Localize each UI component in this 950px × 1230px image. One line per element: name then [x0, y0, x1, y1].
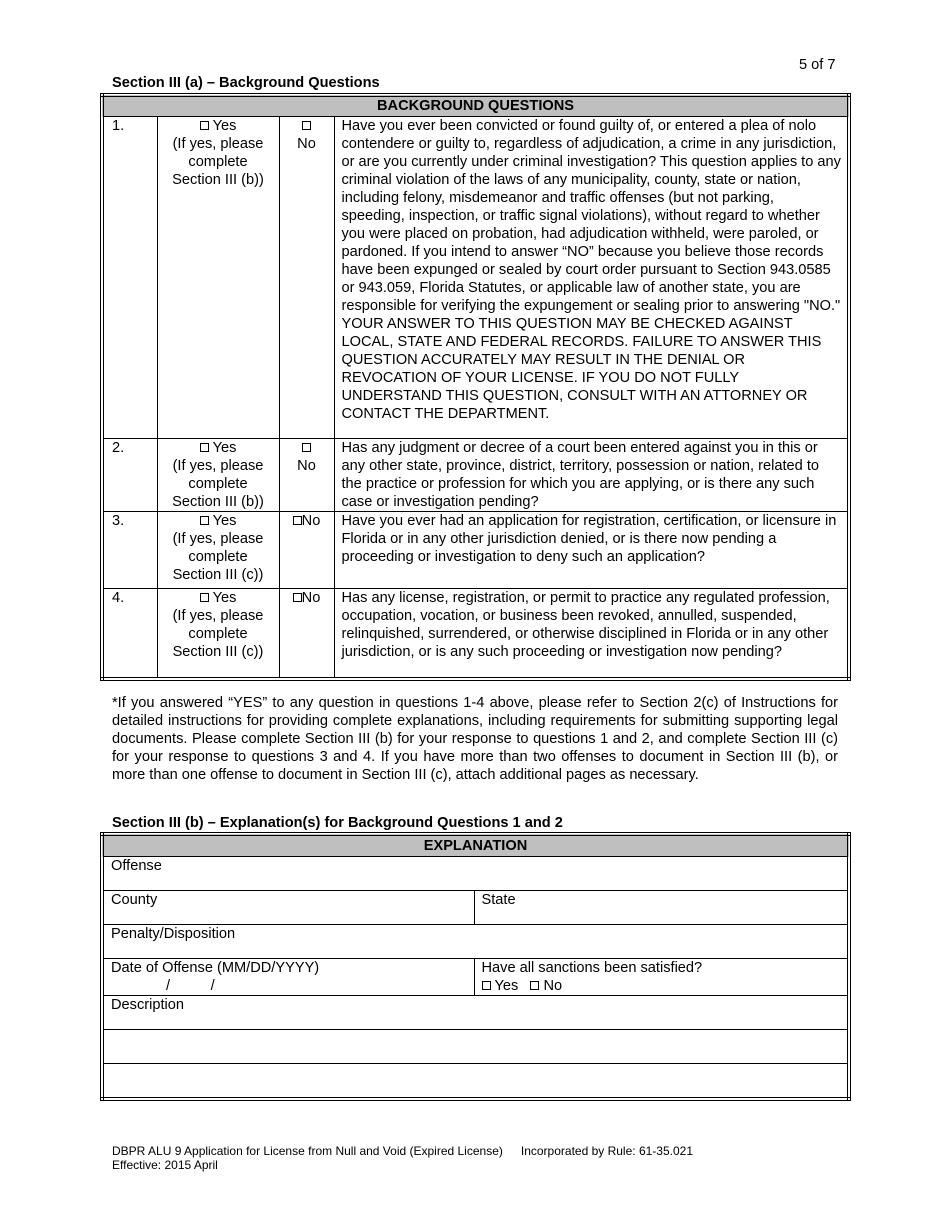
yes-note: (If yes, please complete Section III (c)) [172, 531, 264, 583]
question-row-4 [102, 589, 849, 679]
description-field[interactable] [102, 996, 849, 1030]
no-label: No [297, 458, 316, 474]
question-number: 1. [102, 117, 157, 439]
footer-form-name: DBPR ALU 9 Application for License from Null and Void (Expired License) [112, 1144, 503, 1158]
yes-option-cell [157, 512, 279, 589]
state-label: State [481, 892, 516, 908]
no-option-cell[interactable] [279, 589, 334, 679]
footer-rule: Incorporated by Rule: 61-35.021 [520, 1144, 693, 1158]
question-number: 3. [102, 512, 157, 589]
date-slashes: / / [166, 978, 215, 994]
question-text: Have you ever had an application for registration, certification, or licensure in Florida or in any other jurisdiction denied, or is there now pending a proceeding or investigation to deny such an application? [334, 512, 849, 589]
page-number: 5 of 7 [799, 57, 836, 73]
yes-label: Yes [212, 590, 237, 606]
checkbox-icon [293, 593, 302, 602]
no-label: No [301, 513, 321, 529]
offense-field[interactable] [102, 857, 849, 891]
checkbox-icon [200, 516, 209, 525]
sanctions-no-label: No [543, 978, 563, 994]
county-label: County [111, 892, 158, 908]
checkbox-icon [200, 593, 209, 602]
question-text: Have you ever been convicted or found guilty of, or entered a plea of nolo contendere or guilty to, regardless of adjudication, a crime in any jurisdiction, or are you currently under criminal investigation? This question applies to any criminal violation of the laws of any municipality, county, state or nation, including felony, misdemeanor and traffic offenses (but not parking, speeding, inspection, or traffic signal violations), without regard to whether you were placed on probation, had adjudication withheld, were paroled, or pardoned. If you intend to answer “NO” because you believe those records have been expunged or sealed by court order pursuant to Section 943.0585 or 943.059, Florida Statutes, or applicable law of another state, you are responsible for verifying the expungement or sealing prior to answering "NO." YOUR ANSWER TO THIS QUESTION MAY BE CHECKED AGAINST LOCAL, STATE AND FEDERAL RECORDS. FAILURE TO ANSWER THIS QUESTION ACCURATELY MAY RESULT IN THE DENIAL OR REVOCATION OF YOUR LICENSE. IF YOU DO NOT FULLY UNDERSTAND THIS QUESTION, CONSULT WITH AN ATTORNEY OR CONTACT THE DEPARTMENT. [334, 117, 849, 439]
question-row-3 [102, 512, 849, 589]
sanctions-field [474, 959, 849, 996]
question-number: 2. [102, 439, 157, 512]
date-of-offense-field[interactable] [102, 959, 474, 996]
no-option-cell[interactable] [279, 117, 334, 439]
yes-note: (If yes, please complete Section III (b)) [172, 458, 264, 510]
sanctions-yes-checkbox[interactable] [482, 978, 519, 994]
yes-option-cell [157, 439, 279, 512]
checkbox-icon [293, 516, 302, 525]
offense-label: Offense [111, 858, 162, 874]
yes-label: Yes [212, 440, 237, 456]
checkbox-icon [482, 981, 491, 990]
question-text: Has any license, registration, or permit to practice any regulated profession, occupation, vocation, or business been revoked, annulled, suspended, relinquished, surrendered, or otherwise disciplined in Florida or in any other jurisdiction, or is any such proceeding or investigation now pending? [334, 589, 849, 679]
no-label: No [297, 136, 316, 152]
background-questions-table [100, 93, 851, 681]
yes-option-cell [157, 117, 279, 439]
no-label: No [301, 590, 321, 606]
explanation-header: EXPLANATION [102, 834, 849, 857]
yes-option-cell [157, 589, 279, 679]
yes-checkbox[interactable] [200, 118, 237, 134]
penalty-label: Penalty/Disposition [111, 926, 236, 942]
description-line-2[interactable] [102, 1030, 849, 1064]
penalty-disposition-field[interactable] [102, 925, 849, 959]
yes-checkbox[interactable] [200, 590, 237, 606]
yes-checkbox[interactable] [200, 513, 237, 529]
sanctions-yes-label: Yes [494, 978, 519, 994]
question-row-2 [102, 439, 849, 512]
instructions-note: *If you answered “YES” to any question in questions 1-4 above, please refer to Section 2(c) of Instructions for detailed instructions for providing complete explanations, including requirements for submitting supporting legal documents. Please complete Section III (b) for your response to questions 1 and 2, and complete Section III (c) for your response to questions 3 and 4. If you have more than two offenses to document in Section III (b), or more than one offense to document in Section III (c), attach additional pages as necessary. [112, 695, 838, 783]
state-field[interactable] [474, 891, 849, 925]
no-option-cell[interactable] [279, 512, 334, 589]
yes-note: (If yes, please complete Section III (b)) [172, 136, 264, 188]
yes-note: (If yes, please complete Section III (c)) [172, 608, 264, 660]
footer-effective: Effective: 2015 April [112, 1158, 218, 1172]
county-field[interactable] [102, 891, 474, 925]
description-label: Description [111, 997, 184, 1013]
sanctions-no-checkbox[interactable] [530, 978, 562, 994]
checkbox-icon [302, 121, 311, 130]
no-option-cell[interactable] [279, 439, 334, 512]
question-text: Has any judgment or decree of a court been entered against you in this or any other state, province, district, territory, possession or nation, related to the practice or profession for which you are applying, or is there any such case or investigation pending? [334, 439, 849, 512]
date-label: Date of Offense (MM/DD/YYYY) [111, 960, 320, 976]
background-questions-header: BACKGROUND QUESTIONS [102, 95, 849, 117]
sanctions-label: Have all sanctions been satisfied? [481, 960, 703, 976]
question-number: 4. [102, 589, 157, 679]
footer [112, 1144, 693, 1172]
checkbox-icon [200, 121, 209, 130]
yes-label: Yes [212, 513, 237, 529]
question-row-1 [102, 117, 849, 439]
description-line-3[interactable] [102, 1064, 849, 1100]
yes-checkbox[interactable] [200, 440, 237, 456]
yes-label: Yes [212, 118, 237, 134]
explanation-table [100, 832, 851, 1101]
checkbox-icon [200, 443, 209, 452]
checkbox-icon [530, 981, 539, 990]
section-b-title: Section III (b) – Explanation(s) for Background Questions 1 and 2 [112, 815, 563, 831]
checkbox-icon [302, 443, 311, 452]
section-a-title: Section III (a) – Background Questions [112, 75, 380, 91]
